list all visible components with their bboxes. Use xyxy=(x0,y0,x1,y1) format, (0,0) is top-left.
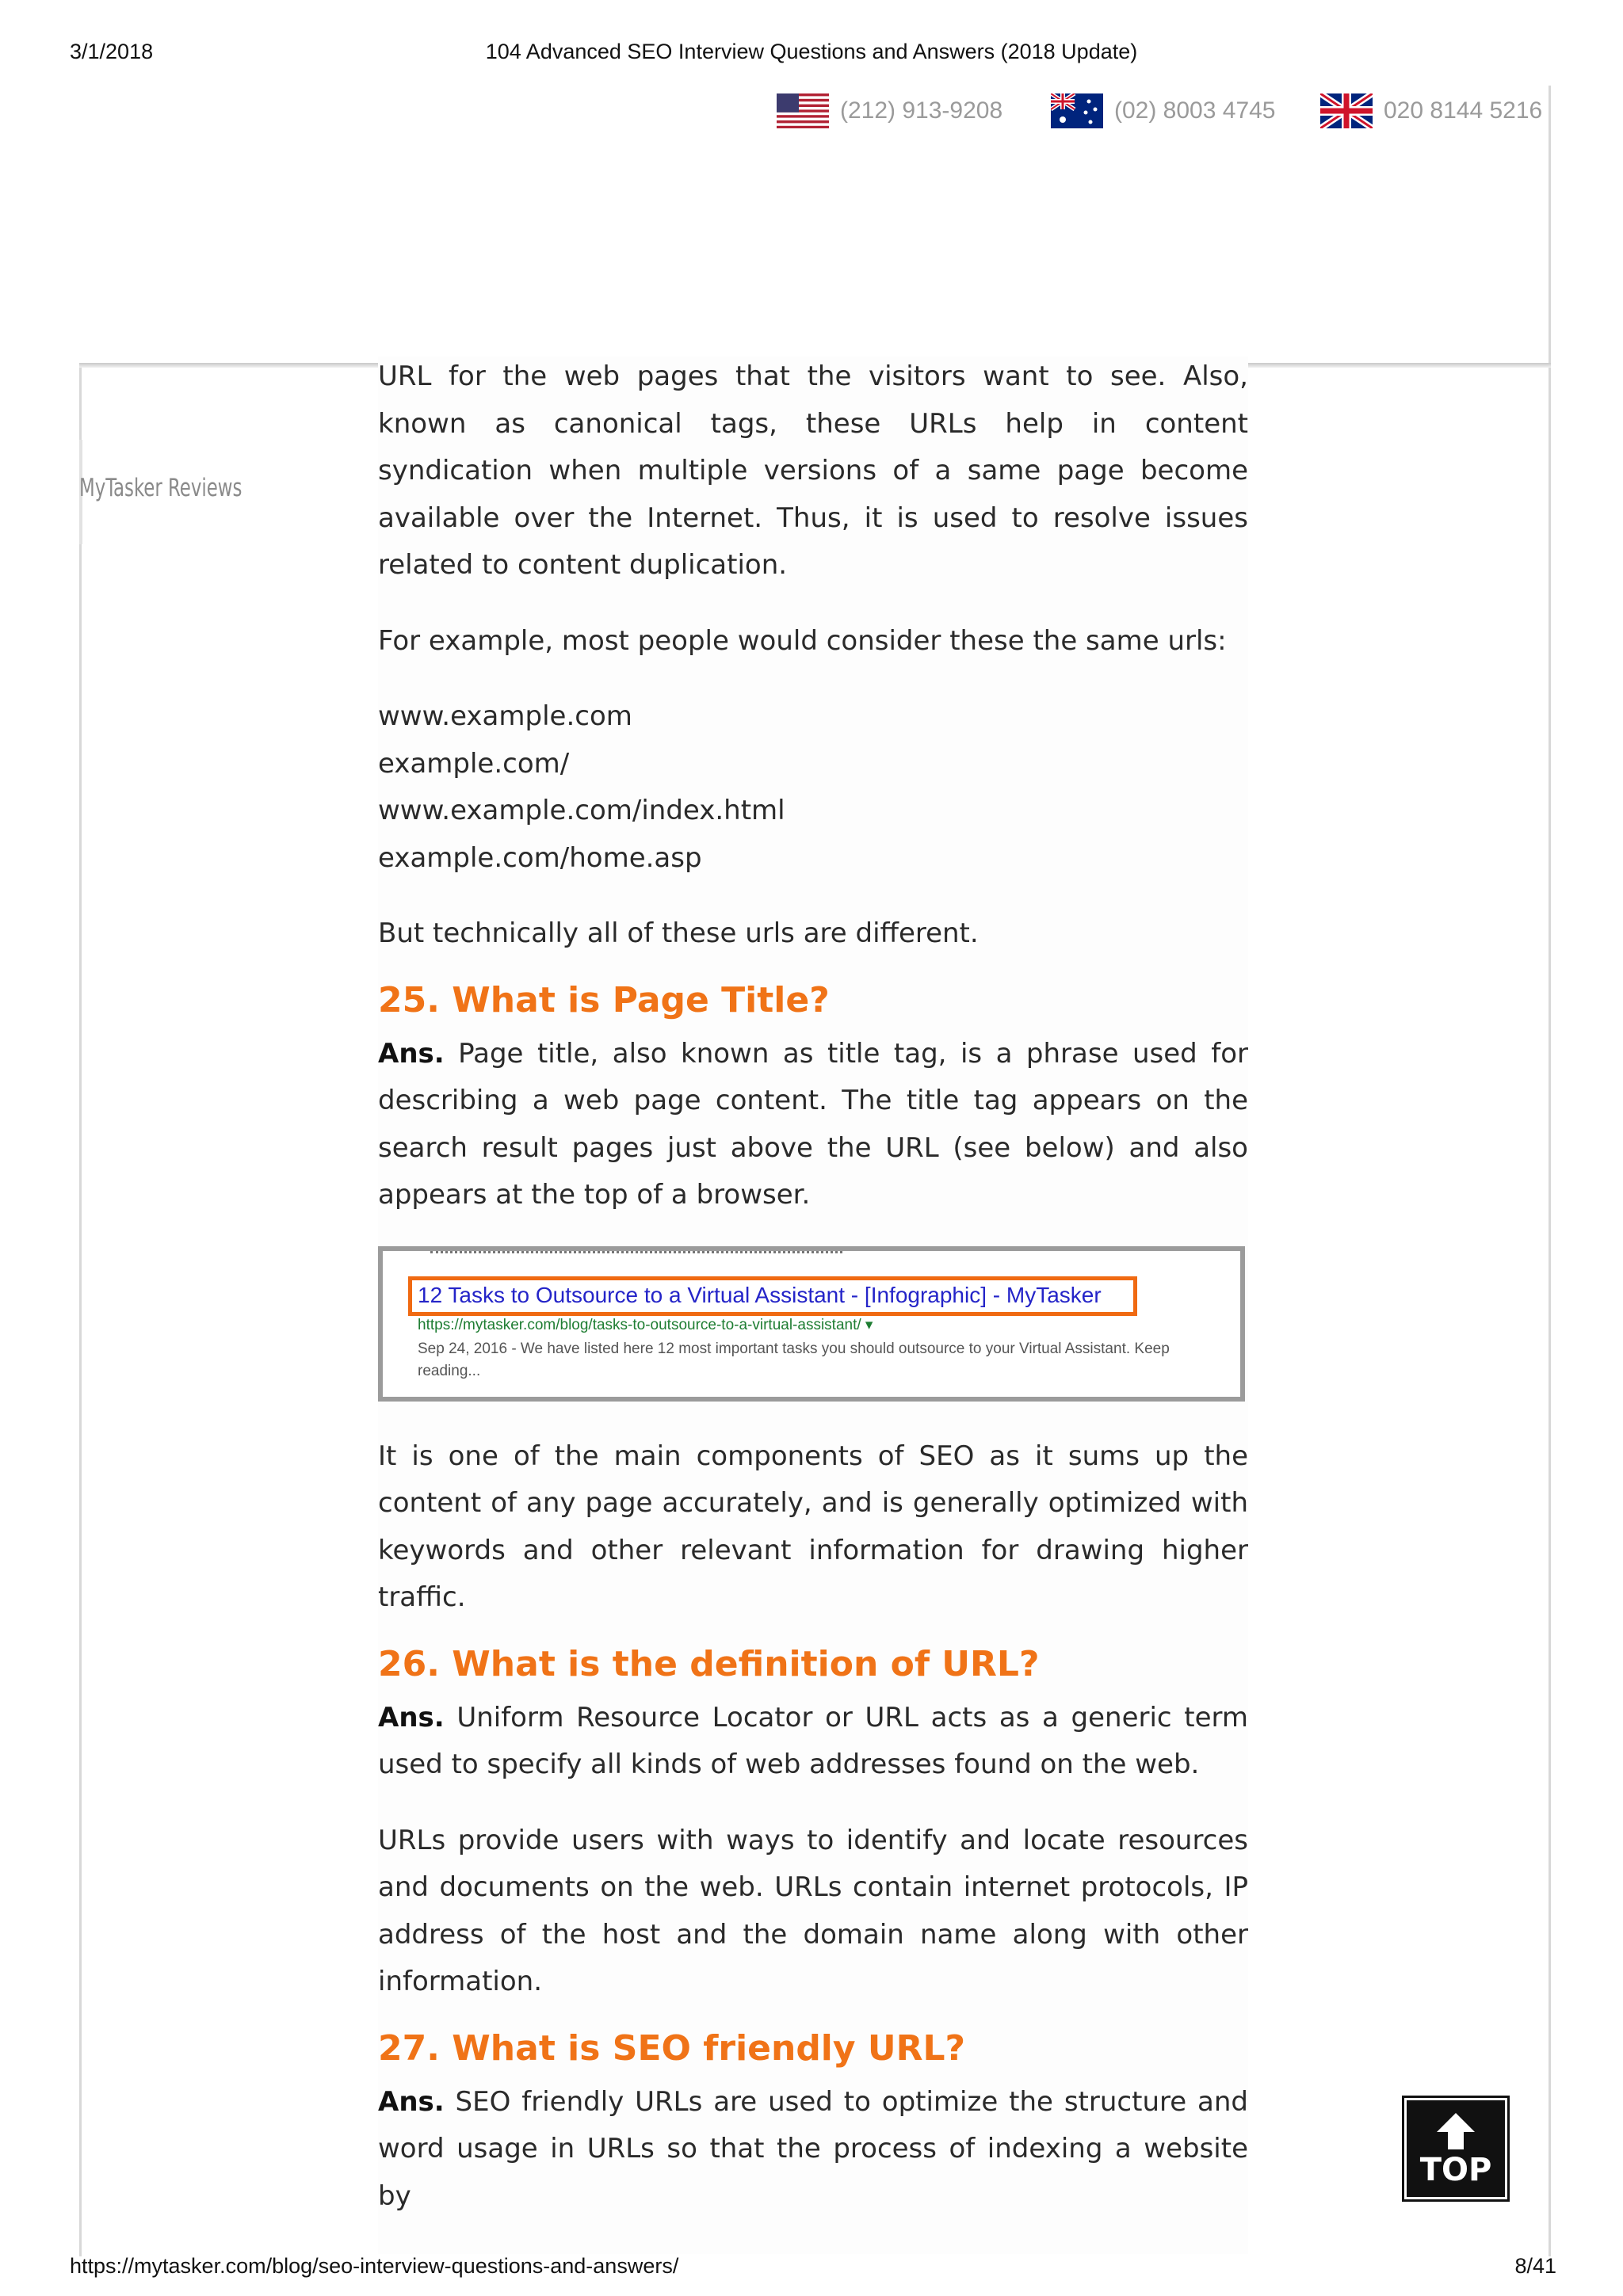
question-25-followup: It is one of the main components of SEO as it sums up the content of any page accurately, and is generally optimized with keywords and other relevant information for drawing higher traffic. xyxy=(378,1440,1248,1613)
answer-text: SEO friendly URLs are used to optimize the structure and word usage in URLs so that the process of indexing a website by xyxy=(378,2085,1248,2212)
question-26-answer xyxy=(378,1695,1248,1789)
example-url-1: www.example.com xyxy=(378,700,632,732)
contact-phone-uk: 020 8144 5216 xyxy=(1384,97,1543,124)
spacer xyxy=(378,1789,1248,1817)
example-lead: For example, most people would consider these the same urls: xyxy=(378,624,1227,657)
print-page-number: 8/41 xyxy=(1514,2254,1556,2278)
print-url: https://mytasker.com/blog/seo-interview-questions-and-answers/ xyxy=(70,2254,679,2278)
answer-text: Uniform Resource Locator or URL acts as a generic term used to specify all kinds of web addresses found on the web. xyxy=(378,1701,1248,1780)
spacer xyxy=(378,882,1248,910)
contact-phone-au: (02) 8003 4745 xyxy=(1114,97,1276,124)
example-url-3: www.example.com/index.html xyxy=(378,795,785,826)
serp-screenshot-figure xyxy=(378,1246,1245,1402)
serp-url: https://mytasker.com/blog/tasks-to-outsource-to-a-virtual-assistant/ ▾ xyxy=(418,1316,873,1333)
cropped-edge xyxy=(430,1251,842,1260)
question-25-answer xyxy=(378,1031,1248,1219)
contact-phone-us: (212) 913-9208 xyxy=(840,97,1003,124)
article-body xyxy=(378,357,1248,2254)
page-frame-left xyxy=(79,366,82,2256)
ans-label: Ans. xyxy=(378,2085,445,2118)
spacer xyxy=(378,589,1248,618)
au-flag-icon xyxy=(1051,93,1103,128)
question-26-heading: 26. What is the definition of URL? xyxy=(378,1643,1040,1684)
contact-uk[interactable] xyxy=(1320,93,1542,128)
ans-label: Ans. xyxy=(378,1701,445,1733)
example-url-2: example.com/ xyxy=(378,747,570,780)
question-26-followup: URLs provide users with ways to identify and locate resources and documents on the web. URLs contain internet protocols, IP address of the host and the domain name along with other information. xyxy=(378,1824,1248,1997)
spacer xyxy=(378,665,1248,693)
question-25-heading: 25. What is Page Title? xyxy=(378,979,830,1020)
print-date: 3/1/2018 xyxy=(70,40,154,63)
back-to-top-button[interactable] xyxy=(1404,2098,1507,2199)
ans-label: Ans. xyxy=(378,1037,445,1070)
us-flag-icon xyxy=(777,93,829,128)
contact-us[interactable] xyxy=(777,93,1002,128)
page-frame-right xyxy=(1549,86,1551,2256)
example-conclusion: But technically all of these urls are different. xyxy=(378,917,979,949)
serp-description: Sep 24, 2016 - We have listed here 12 most important tasks you should outsource to your Virtual Assistant. Keep reading... xyxy=(418,1340,1170,1379)
serp-title-link[interactable]: 12 Tasks to Outsource to a Virtual Assistant - [Infographic] - MyTasker xyxy=(418,1282,1102,1307)
intro-paragraph: URL for the web pages that the visitors want to see. Also, known as canonical tags, these URLs help in content syndication when multiple versions of a same page become available over the Internet. Thus, it is used to resolve issues related to content duplication. xyxy=(378,360,1248,581)
answer-text: Page title, also known as title tag, is a phrase used for describing a web page content. The title tag appears on the search result pages just above the URL (see below) and also appears at the top of a browser. xyxy=(378,1037,1248,1211)
contact-bar xyxy=(761,86,1550,135)
question-27-heading: 27. What is SEO friendly URL? xyxy=(378,2027,966,2069)
uk-flag-icon xyxy=(1320,93,1373,128)
spacer xyxy=(378,1402,1248,1433)
contact-au[interactable] xyxy=(1051,93,1276,128)
example-url-4: example.com/home.asp xyxy=(378,841,702,874)
print-title: 104 Advanced SEO Interview Questions and Answers (2018 Update) xyxy=(485,40,1138,63)
top-label: TOP xyxy=(1419,2152,1492,2188)
question-27-answer xyxy=(378,2079,1248,2221)
arrow-up-icon xyxy=(1432,2111,1480,2151)
sidebar-reviews-link[interactable]: MyTasker Reviews xyxy=(79,474,242,502)
